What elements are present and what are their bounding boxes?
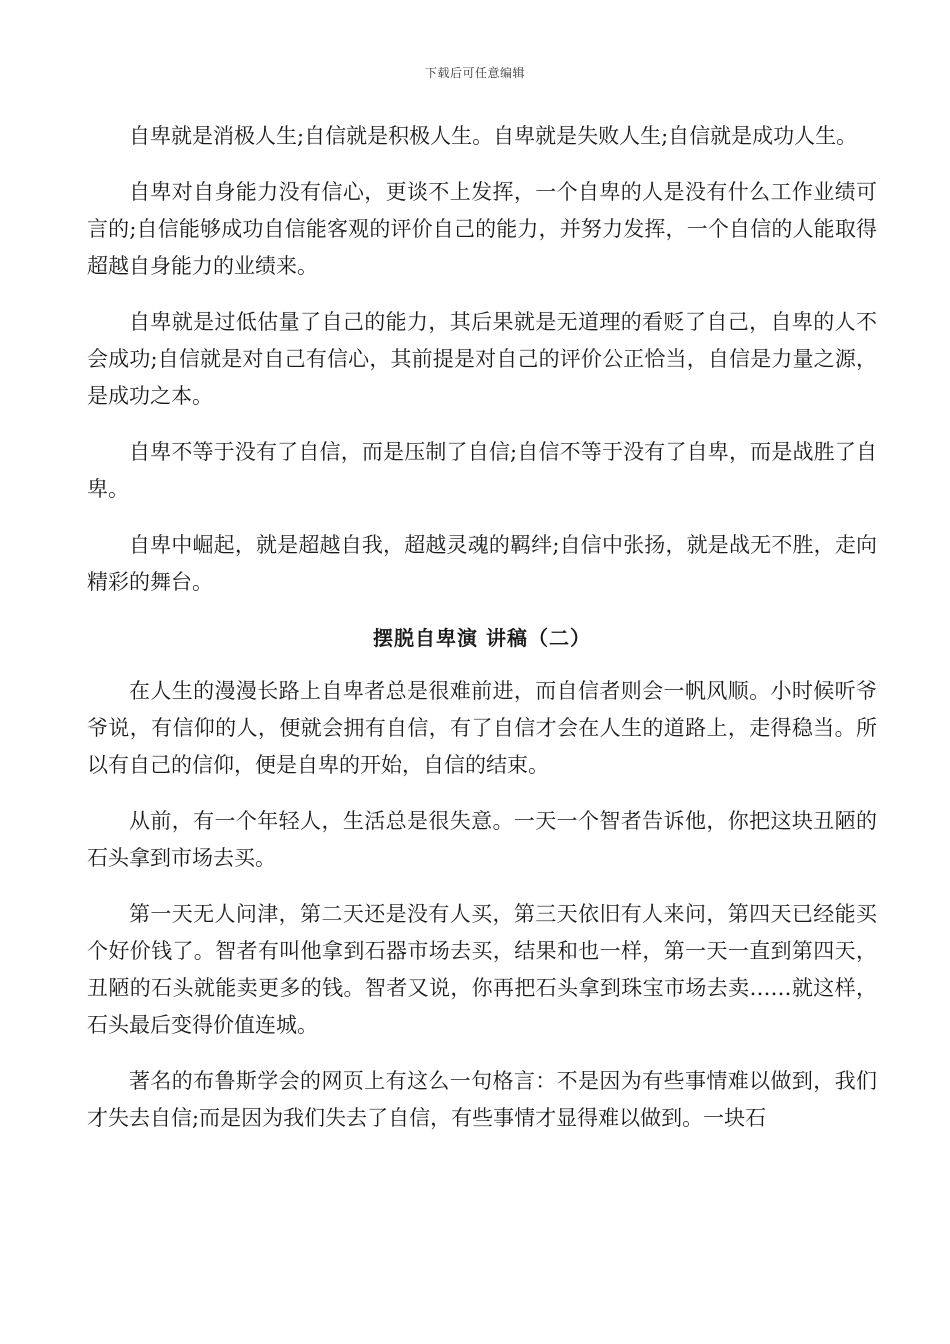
paragraph: 自卑就是消极人生;自信就是积极人生。自卑就是失败人生;自信就是成功人生。: [129, 124, 858, 148]
paragraph: 自卑中崛起，就是超越自我，超越灵魂的羁绊;自信中张扬，就是战无不胜，走向精彩的舞台。: [87, 533, 877, 594]
paragraph: 自卑就是过低估量了自己的能力，其后果就是无道理的看贬了自己，自卑的人不会成功;自信就是对自己有信心，其前提是对自己的评价公正恰当，自信是力量之源，是成功之本。: [87, 310, 877, 408]
document-body: [87, 118, 877, 1137]
paragraph: 自卑对自身能力没有信心，更谈不上发挥，一个自卑的人是没有什么工作业绩可言的;自信能够成功自信能客观的评价自己的能力，并努力发挥，一个自信的人能取得超越自身能力的业绩来。: [87, 180, 877, 278]
section-title: 摆脱自卑演 讲稿（二）: [373, 626, 591, 650]
paragraph: 在人生的漫漫长路上自卑者总是很难前进，而自信者则会一帆风顺。小时候听爷爷说，有信仰的人，便就会拥有自信，有了自信才会在人生的道路上，走得稳当。所以有自己的信仰，便是自卑的开始，自信的结束。: [87, 679, 877, 777]
paragraph: 自卑不等于没有了自信，而是压制了自信;自信不等于没有了自卑，而是战胜了自卑。: [87, 440, 877, 501]
paragraph: 第一天无人问津，第二天还是没有人买，第三天依旧有人来问，第四天已经能买个好价钱了。智者有叫他拿到石器市场去买，结果和也一样，第一天一直到第四天，丑陋的石头就能卖更多的钱。智者又说，你再把石头拿到珠宝市场去卖……就这样，石头最后变得价值连城。: [87, 902, 877, 1037]
page-header-note: 下载后可任意编辑: [424, 66, 525, 80]
paragraph: 著名的布鲁斯学会的网页上有这么一句格言：不是因为有些事情难以做到，我们才失去自信;而是因为我们失去了自信，有些事情才显得难以做到。一块石: [87, 1069, 877, 1130]
paragraph: 从前，有一个年轻人，生活总是很失意。一天一个智者告诉他，你把这块丑陋的石头拿到市场去买。: [87, 809, 877, 870]
